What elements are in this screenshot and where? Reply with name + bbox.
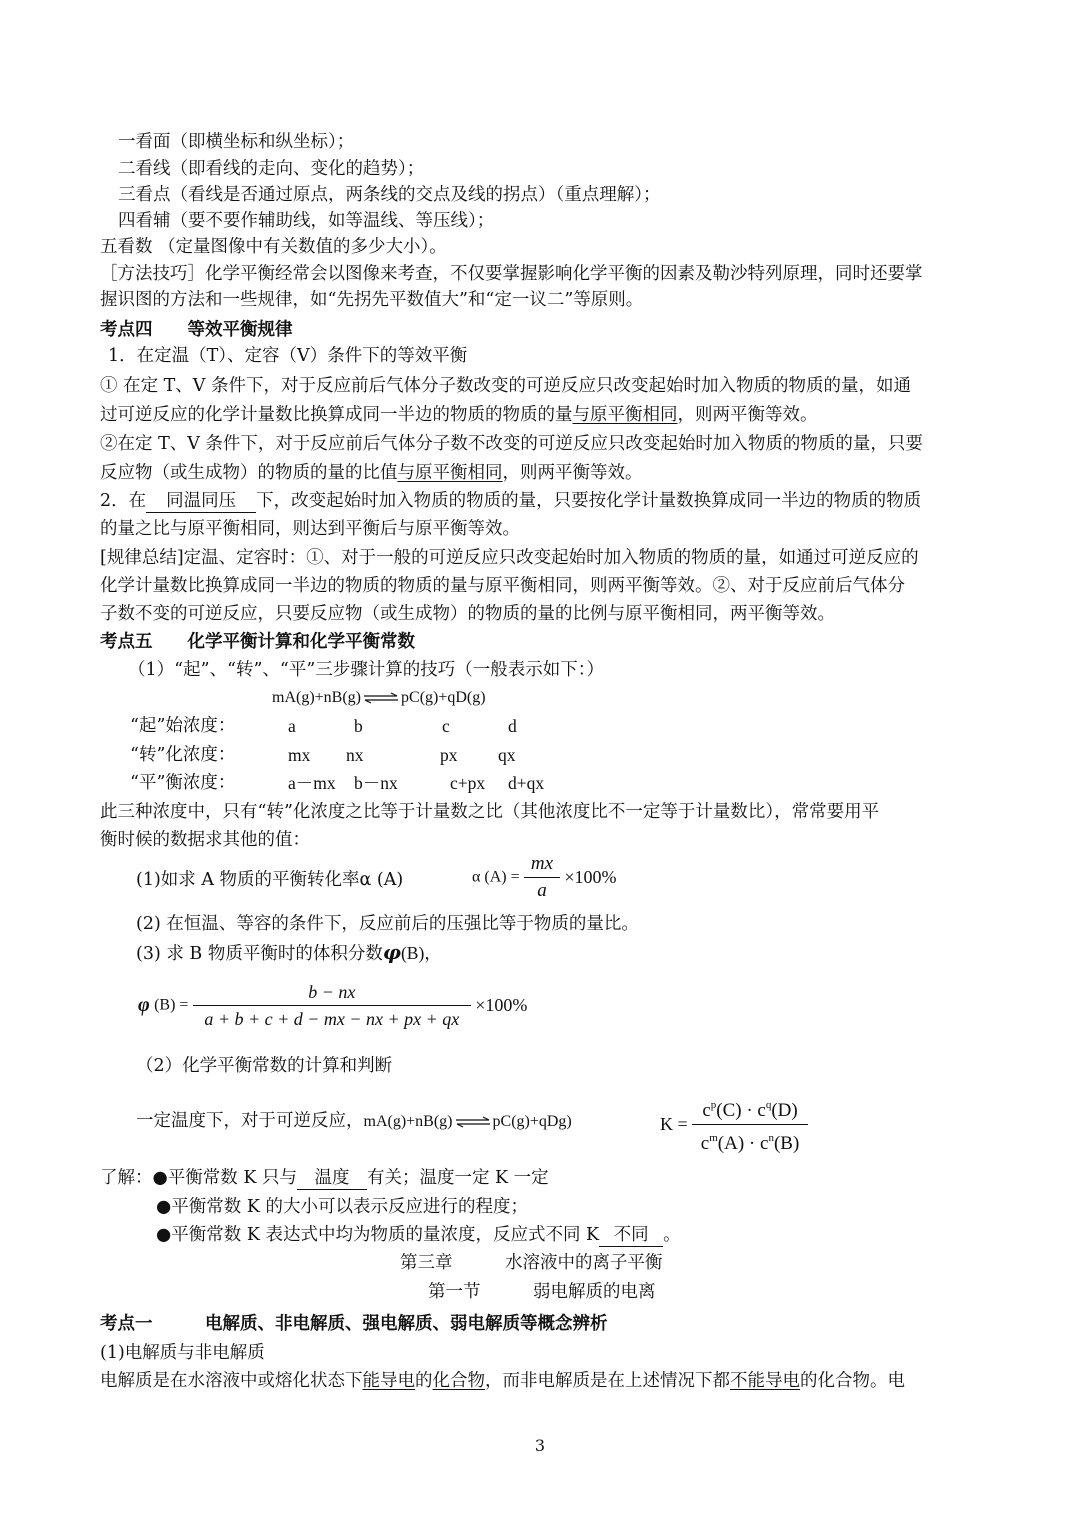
equation-left: mA(g)+nB(g) (363, 1113, 453, 1130)
text-span: 的 (415, 1371, 433, 1391)
numerator (692, 1093, 808, 1123)
text-span: 有关；温度一定 K 一定 (366, 1168, 549, 1188)
chapter-title: 第三章 水溶液中的离子平衡 (400, 1253, 663, 1273)
underlined-text: 不能导电 (730, 1371, 800, 1391)
text-line (100, 488, 921, 514)
volume-fraction-formula (138, 980, 527, 1031)
text-span: c (700, 1133, 710, 1154)
cell: d+qx (508, 773, 545, 793)
text-line: (2) 在恒温、等容的条件下，反应前后的压强比等于物质的量比。 (136, 914, 639, 934)
equation-right: pC(g)+qD(g) (401, 689, 486, 706)
text-line: ［方法技巧］化学平衡经常会以图像来考查，不仅要掌握影响化学平衡的因素及勒沙特列原理，同时还要掌 (100, 264, 923, 284)
underlined-text: 与原平衡相同 (572, 405, 678, 425)
equation-left: mA(g)+nB(g) (272, 689, 362, 706)
text-span: 过可逆反应的化学计量数比换算成同一半边的物质的物质的量 (100, 405, 573, 425)
text-line: 三看点（看线是否通过原点，两条线的交点及线的拐点）（重点理解）； (118, 185, 661, 205)
exponent: q (765, 1099, 772, 1111)
text-line (100, 460, 643, 486)
text-line: (1)电解质与非电解质 (100, 1343, 265, 1363)
text-line: （1）“起”、“转”、“平”三步骤计算的技巧（一般表示如下：） (128, 660, 605, 680)
equilibrium-arrow-icon (363, 692, 399, 704)
section-heading: 考点四 等效平衡规律 (100, 320, 293, 340)
reaction-equation (272, 685, 486, 711)
text-span: 电解质是在水溶液中或熔化状态下 (100, 1371, 363, 1391)
equilibrium-arrow-icon (455, 1116, 491, 1128)
text-line: 五看数 （定量图像中有关数值的多少大小）。 (100, 237, 447, 257)
section-heading: 考点五 化学平衡计算和化学平衡常数 (100, 632, 415, 652)
text-line (136, 1108, 572, 1135)
phi-symbol: φ (382, 940, 401, 964)
cell: b－nx (354, 773, 398, 793)
numerator: mx (530, 853, 554, 874)
text-span: 反应物（或生成物）的物质的量的比值 (100, 463, 398, 483)
fill-blank: 温度 (297, 1167, 367, 1190)
text-span: ●平衡常数 K 只与 (152, 1168, 297, 1188)
text-line (100, 1368, 905, 1394)
exponent: m (709, 1132, 718, 1144)
denominator: a (537, 880, 547, 901)
row-label: “转”化浓度： (130, 745, 236, 765)
underlined-text: 化合物 (432, 1371, 485, 1391)
formula-tail: ×100% (564, 867, 617, 887)
text-line: ① 在定 T、V 条件下，对于反应前后气体分子数改变的可逆反应只改变起始时加入物质的物质的量，如通 (100, 376, 911, 396)
cell: c (442, 716, 450, 736)
text-line (100, 1165, 549, 1191)
section-title: 第一节 弱电解质的电离 (428, 1282, 656, 1302)
formula-lhs: α (A) = (472, 868, 520, 886)
text-span: (C) · c (716, 1100, 766, 1121)
page-number: 3 (534, 1436, 546, 1455)
text-line: 化学计量数比换算成同一半边的物质的物质的量与原平衡相同，则两平衡等效。②、对于反应前后气体分 (100, 576, 905, 596)
cell: c+px (450, 773, 486, 793)
text-span: ，则两平衡等效。 (677, 405, 818, 425)
text-line: 子数不变的可逆反应，只要反应物（或生成物）的物质的量的比例与原平衡相同，两平衡等效。 (100, 604, 835, 624)
text-line: ②在定 T、V 条件下，对于反应前后气体分子数不改变的可逆反应只改变起始时加入物质的物质的量，只要 (100, 434, 923, 454)
text-span: (3) 求 B 物质平衡时的体积分数 (136, 944, 383, 964)
text-line (136, 939, 442, 967)
text-line (100, 402, 818, 428)
cell: d (508, 716, 517, 736)
text-span: ，而非电解质是在上述情况下都 (485, 1371, 730, 1391)
text-span: (A) · c (717, 1133, 769, 1154)
equilibrium-constant-formula (660, 1093, 808, 1156)
fraction-bar (692, 1124, 808, 1125)
cell: mx (288, 745, 311, 765)
text-line: 的量之比与原平衡相同，则达到平衡后与原平衡等效。 (100, 519, 520, 539)
text-line: 四看辅（要不要作辅助线，如等温线、等压线）； (118, 211, 495, 231)
fraction-bar (193, 1005, 471, 1006)
text-line: 衡时候的数据求其他的值： (100, 830, 310, 850)
section-heading: 考点一 电解质、非电解质、强电解质、弱电解质等概念辨析 (100, 1314, 608, 1334)
text-span: ●平衡常数 K 表达式中均为物质的量浓度，反应式不同 K (156, 1225, 600, 1245)
text-span: 一定温度下，对于可逆反应， (136, 1111, 364, 1131)
numerator: b − nx (308, 982, 356, 1002)
underlined-text: 与原平衡相同 (397, 463, 503, 483)
fraction (524, 852, 560, 903)
text-line (156, 1222, 681, 1248)
conversion-formula (472, 852, 617, 903)
cell: b (354, 716, 363, 736)
text-span: c (702, 1100, 711, 1121)
text-span: 了解： (100, 1168, 153, 1188)
text-line: [规律总结]定温、定容时：①、对于一般的可逆反应只改变起始时加入物质的物质的量，如通过可逆反应的 (100, 548, 919, 568)
formula-lhs: (B) = (154, 996, 189, 1014)
text-span: 。 (663, 1225, 681, 1245)
text-line: (1)如求 A 物质的平衡转化率α (A) (136, 870, 404, 890)
text-span: (B)， (400, 943, 442, 963)
text-line: 一看面（即横坐标和纵坐标）； (118, 132, 355, 152)
text-span: (B) (773, 1133, 800, 1154)
row-label: “平”衡浓度： (130, 773, 236, 793)
cell: qx (498, 745, 516, 765)
fraction-bar (524, 877, 560, 878)
denominator (692, 1126, 808, 1156)
formula-lhs: K = (660, 1114, 688, 1134)
fraction (692, 1093, 808, 1156)
text-span: 2．在 (100, 491, 147, 511)
cell: nx (346, 745, 364, 765)
fraction (193, 980, 471, 1031)
text-span: (D) (771, 1100, 798, 1121)
cell: a (288, 716, 296, 736)
text-line: （2）化学平衡常数的计算和判断 (136, 1056, 393, 1076)
text-line: 握识图的方法和一些规律，如“先拐先平数值大”和“定一议二”等原则。 (100, 290, 644, 310)
phi-symbol: φ (138, 994, 150, 1016)
cell: px (440, 745, 458, 765)
text-span: 下，改变起始时加入物质的物质的量，只要按化学计量数换算成同一半边的物质的物质 (256, 491, 922, 511)
text-line: 此三种浓度中，只有“转”化浓度之比等于计量数之比（其他浓度比不一定等于计量数比），常常要用平 (100, 802, 880, 822)
cell: a－mx (288, 773, 336, 793)
text-line: 1．在定温（T）、定容（V）条件下的等效平衡 (108, 346, 468, 366)
formula-tail: ×100% (475, 995, 528, 1015)
fill-blank: 同温同压 (146, 490, 256, 513)
row-label: “起”始浓度： (130, 716, 236, 736)
text-span: ，则两平衡等效。 (502, 463, 643, 483)
exponent: p (710, 1099, 717, 1111)
underlined-text: 能导电 (362, 1371, 415, 1391)
text-span: 的化合物。电 (800, 1371, 905, 1391)
text-line: 二看线（即看线的走向、变化的趋势）； (118, 159, 425, 179)
text-line: ●平衡常数 K 的大小可以表示反应进行的程度； (156, 1197, 528, 1217)
exponent: n (768, 1132, 774, 1144)
fill-blank: 不同 (599, 1224, 663, 1247)
equation-right: pC(g)+qDg) (492, 1113, 572, 1130)
denominator: a + b + c + d − mx − nx + px + qx (204, 1009, 460, 1029)
